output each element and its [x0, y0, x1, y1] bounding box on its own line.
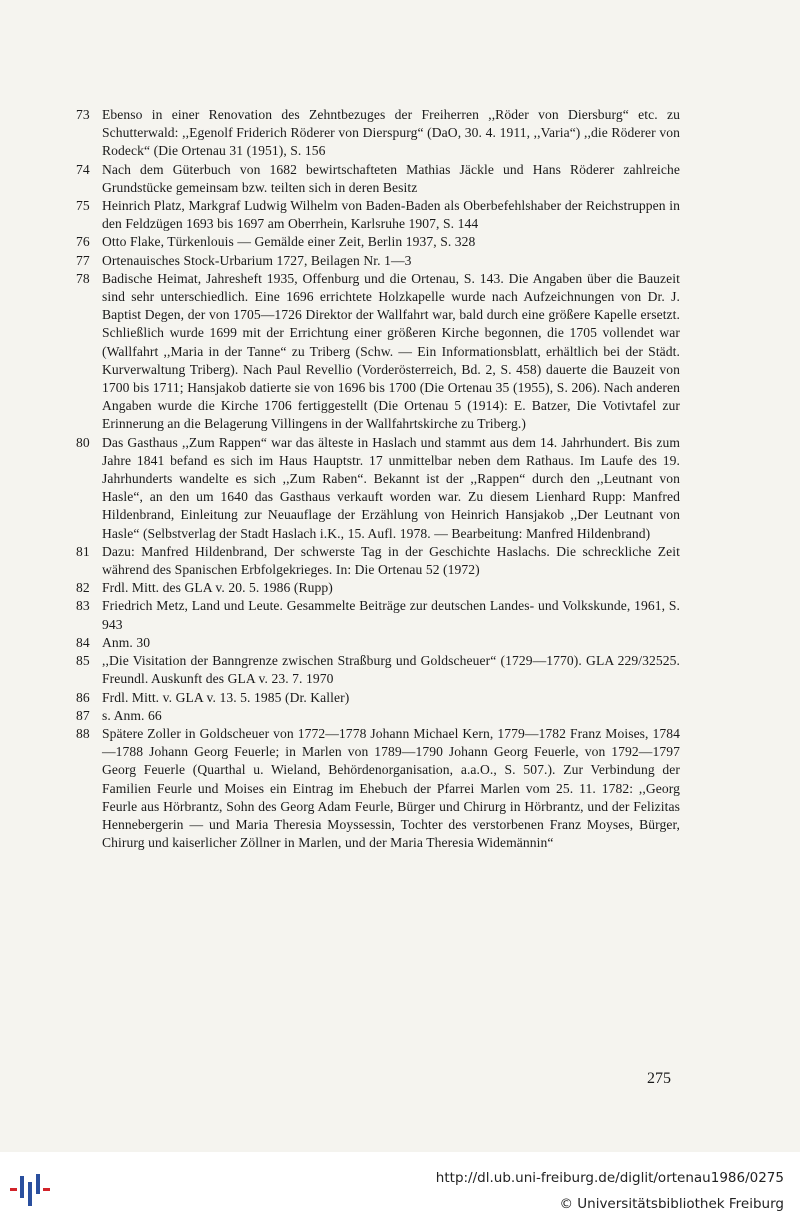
footnote-number: 78	[76, 270, 90, 286]
footnote-text: Otto Flake, Türkenlouis — Gemälde einer Zeit, Berlin 1937, S. 328	[102, 234, 476, 250]
footnote-number: 76	[76, 234, 90, 250]
footnote-text: Frdl. Mitt. des GLA v. 20. 5. 1986 (Rupp)	[102, 580, 333, 596]
footnote-text: ,,Die Visitation der Banngrenze zwischen Straßburg und Goldscheuer“ (1729—1770). GLA 229/32525. Freundl. Auskunft des GLA v. 23. 7. 1970	[102, 653, 680, 687]
copyright-notice: © Universitätsbibliothek Freiburg	[559, 1196, 784, 1212]
footnote-86	[70, 689, 680, 707]
footnote-text: Friedrich Metz, Land und Leute. Gesammelte Beiträge zur deutschen Landes- und Volkskunde, 1961, S. 943	[102, 598, 680, 632]
footnote-85	[70, 652, 680, 688]
footnote-number: 73	[76, 107, 90, 122]
footnotes-list	[70, 106, 680, 852]
footnote-number: 85	[76, 653, 90, 669]
footnote-text: s. Anm. 66	[102, 707, 162, 723]
footnote-number: 87	[76, 707, 90, 723]
footnote-text: Ebenso in einer Renovation des Zehntbezuges der Freiherren ,,Röder von Diersburg“ etc. zu Schutterwald: ,,Egenolf Friderich Röderer von Dierspurg“ (DaO, 30. 4. 1911, ,,Varia“) ,,die Röderer von Rodeck“ (Die Ortenau 31 (1951), S. 156	[102, 107, 680, 159]
footnote-text: Spätere Zoller in Goldscheuer von 1772—1778 Johann Michael Kern, 1779—1782 Franz Moises, 1784—1788 Johann Georg Feuerle; in Marlen von 1789—1790 Johann Georg Feuerle, von 1792—1797 Georg Feuerle (Quarthal u. Wieland, Behördenorganisation, a.a.O., S. 507.). Zur Verbindung der Familien Feurle und Moises ein Eintrag im Ehebuch der Pfarrei Marlen vom 25. 11. 1782: ,,Georg Feurle aus Hörbrantz, Sohn des Georg Adam Feurle, Bürger und Chirurg in Hörbrantz, und der Felizitas Hennebergerin — und Maria Theresia Moyssessin, Tochter des verstorbenen Franz Moyses, Bürger, Chirurg und kaiserlicher Zöllner in Marlen, und der Maria Theresia Widemännin“	[102, 725, 680, 851]
page-number: 275	[647, 1070, 671, 1087]
ub-freiburg-logo-icon	[8, 1170, 52, 1206]
footnote-text: Ortenauisches Stock-Urbarium 1727, Beilagen Nr. 1—3	[102, 252, 412, 268]
footnote-text: Nach dem Güterbuch von 1682 bewirtschafteten Mathias Jäckle und Hans Röderer zahlreiche Grundstücke gemeinsam bzw. teilten sich in deren Besitz	[102, 161, 680, 195]
footnote-number: 86	[76, 689, 90, 705]
footnote-76	[70, 233, 680, 251]
footnote-text: Badische Heimat, Jahresheft 1935, Offenburg und die Ortenau, S. 143. Die Angaben über die Bauzeit sind sehr unterschiedlich. Eine 1696 errichtete Holzkapelle wurde nach Aufzeichnungen von Dr. J. Baptist Degen, der von 1705—1726 Direktor der Wallfahrt war, bald durch eine größere Kapelle ersetzt. Schließlich wurde 1699 mit der Errichtung einer größeren Kirche begonnen, die 1705 vollendet war (Wallfahrt ,,Maria in der Tanne“ zu Triberg (Schw. — Ein Informationsblatt, erhältlich bei der Städt. Kurverwaltung Triberg). Nach Paul Revellio (Vorderösterreich, Bd. 2, S. 458) dauerte die Bauzeit von 1700 bis 1711; Hansjakob datierte sie von 1696 bis 1700 (Die Ortenau 35 (1955), S. 206). Nach anderen Angaben wurde die Kirche 1706 fertiggestellt (Die Ortenau 5 (1914): E. Batzer, Die Votivtafel zur Erinnerung an die Belagerung Villingens in der Wallfahrtskirche zu Triberg.)	[102, 270, 680, 432]
footnote-number: 81	[76, 543, 90, 559]
footnote-78	[70, 270, 680, 434]
footnote-82	[70, 579, 680, 597]
footnote-number: 75	[76, 198, 90, 214]
footnote-80	[70, 434, 680, 543]
footnote-text: Frdl. Mitt. v. GLA v. 13. 5. 1985 (Dr. Kaller)	[102, 689, 350, 705]
footnote-text: Heinrich Platz, Markgraf Ludwig Wilhelm von Baden-Baden als Oberbefehlshaber der Reichstruppen in den Feldzügen 1693 bis 1697 am Oberrhein, Karlsruhe 1907, S. 144	[102, 198, 680, 232]
footnote-number: 82	[76, 580, 90, 596]
footnote-73	[70, 106, 680, 161]
document-url-link[interactable]: http://dl.ub.uni-freiburg.de/diglit/ortenau1986/0275	[435, 1170, 784, 1186]
footnote-number: 74	[76, 161, 90, 177]
footnote-83	[70, 597, 680, 633]
footnote-number: 88	[76, 725, 90, 741]
viewer-footer	[0, 1152, 800, 1220]
footnote-75	[70, 197, 680, 233]
footnote-text: Dazu: Manfred Hildenbrand, Der schwerste Tag in der Geschichte Haslachs. Die schreckliche Zeit während des Spanischen Erbfolgekrieges. In: Die Ortenau 52 (1972)	[102, 543, 680, 578]
footnote-text: Anm. 30	[102, 634, 151, 650]
footnote-77	[70, 252, 680, 270]
footnote-number: 84	[76, 634, 90, 650]
footnote-number: 83	[76, 598, 90, 614]
footnote-number: 80	[76, 434, 90, 450]
footnote-74	[70, 161, 680, 197]
footnote-87	[70, 707, 680, 725]
footnote-number: 77	[76, 252, 90, 268]
footnote-88	[70, 725, 680, 852]
footnote-84	[70, 634, 680, 652]
footnote-81	[70, 543, 680, 579]
footnote-text: Das Gasthaus ,,Zum Rappen“ war das älteste in Haslach und stammt aus dem 14. Jahrhundert. Bis zum Jahre 1841 befand es sich im Haus Hauptstr. 17 unmittelbar neben dem Rathaus. Im Laufe des 19. Jahrhunderts wandelte es sich ,,Zum Raben“. Bekannt ist der ,,Rappen“ durch den ,,Leutnant von Hasle“, an den um 1640 das Gasthaus verkauft worden war. Zu diesem Lienhard Rupp: Manfred Hildenbrand, Einleitung zur Neuauflage der Erzählung von Heinrich Hansjakob ,,Der Leutnant von Hasle“ (Selbstverlag der Stadt Haslach i.K., 15. Aufl. 1978. — Bearbeitung: Manfred Hildenbrand)	[102, 434, 680, 541]
